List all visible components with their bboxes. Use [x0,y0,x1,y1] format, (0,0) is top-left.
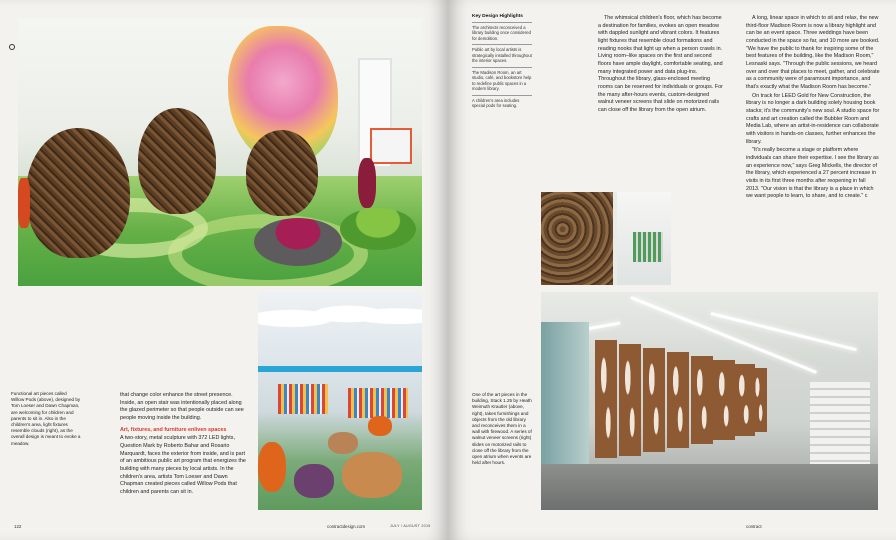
wood-chair [342,452,402,498]
sidebar-item: The architects reconceived a library building once considered for demolition. [472,22,532,44]
sidebar-item: The Madison Room, an art studio, café, and bookstore help to redefine public spaces in a modern library. [472,67,532,95]
body-paragraph: A two-story, metal sculpture with 372 LED lights, Question Mark by Roberto Bahar and Rosario Marquardt, faces the exterior from inside, and is part of an ambitious public art program that energizes the building with many pieces by local artists. In the children's area, artists Tom Loeser and Dawn Chapman created pieces called Willow Pods that children and parents can sit in. [120,435,246,496]
walnut-screens-photo [541,292,878,510]
issue-footer: JULY / AUGUST 2015 [390,524,431,528]
left-body-column [120,392,250,498]
left-photo-caption: Functional art pieces called Willow Pods (above), designed by Tom Loeser and Dawn Chapman, are welcoming for children and parents to sit in. Also in the children's area, light fixtures resemble clouds (right), as the overall design is meant to evoke a meadow. [11,391,81,446]
orange-chair [258,442,286,492]
green-stool [340,208,416,250]
walnut-screen [643,348,665,452]
footer-brand: contract [746,524,762,529]
right-photo-caption: One of the art pieces in the building, Stack 1.25 by Heath Weimuth Krautler (above, right), takes furnishings and objects from the old library and reconceives them in a wall with firewood. A series of walnut veneer screens (right) slides on motorized rails to close off the library from the open atrium when events are held after hours. [472,392,532,466]
open-stair [810,382,870,472]
book-stacks [633,232,663,262]
cloud-light-fixtures [258,292,422,336]
walnut-screen [667,352,689,448]
site-footer: contractdesign.com [327,524,366,529]
sidebar-item: Public art by local artists is strategically installed throughout the interior spaces. [472,44,532,66]
childrens-area-photo [258,292,422,510]
purple-chair [294,464,334,498]
section-heading: Art, fixtures, and furniture enliven spaces [120,426,227,433]
walnut-screen [595,340,617,458]
walnut-screen [691,356,713,444]
willow-pod [138,108,216,214]
right-body-column-2 [746,15,880,202]
body-paragraph: that change color enhance the street presence. Inside, an open stair was intentionally placed along the glazed perimeter so that people outside can see people moving inside the building. [120,392,244,422]
body-paragraph: On track for LEED Gold for New Construction, the library is no longer a dark building solely housing book stacks; it's the community's new soul. A studio space for crafts and art creation called the Bubbler Room and Media Lab, where an artist-in-residence can collaborate with visitors in hands-on classes, further enhances the library. [746,92,880,145]
willow-pods-photo [18,18,422,286]
page-marker-icon [9,44,15,50]
sidebar-item: A children's area includes special pods for seating. [472,95,532,112]
page-number: 122 [14,524,22,529]
body-paragraph: The whimsical children's floor, which has become a destination for families, evokes an open meadow with dappled sunlight and vibrant colors. It features light fixtures that resemble cloud formations and reading nooks that light up when a person crawls in. Living room–like spaces on the first and second floors have ample daylight, comfortable seating, and many integrated power and data plug-ins. Throughout the library, glass-enclosed meeting rooms can be reserved for individuals or groups. For the many after-hours events, custom-designed walnut veneer screens that slide on motorized rails can close off the library from the open atrium. [598,15,723,114]
right-page [448,0,896,540]
blue-band [258,366,422,372]
right-body-column-1 [598,15,724,116]
magenta-stool [358,158,376,208]
sidebar-title: Key Design Highlights [472,14,523,19]
walnut-screen [619,344,641,456]
orange-chair [368,416,392,436]
glass-wall [541,322,589,472]
book-stacks [348,388,408,418]
willow-pod [26,128,130,258]
book-stacks [278,384,328,414]
stack-artwork-photo [541,192,671,285]
purple-stool [254,218,342,266]
willow-pod [246,130,318,216]
key-design-highlights [472,14,532,111]
orange-shelf [370,128,412,164]
firewood-wall [541,192,613,285]
floor [541,464,878,510]
wood-chair [328,432,358,454]
orange-chair [18,178,30,228]
walnut-screen [751,368,767,432]
body-paragraph: A long, linear space in which to sit and relax, the new third-floor Madison Room is now a library highlight and can be an event space. Three weddings have been conducted in the space so far, and 10 more are booked. "We have the public to thank for inspiring some of the best features of the building, like the Madison Room," Lesnaski says. "Through the public sessions, we heard over and over that places to meet, gather, and celebrate as a community were of paramount importance, and that's exactly what the Madison Room has become." [746,15,880,91]
body-paragraph: "It's really become a stage or platform where individuals can share their expertise. I see the library as an experience now," says Greg Mickells, the director of the library, which experienced a 27 percent increase in visits in its first three months after reopening in fall 2013. "Our vision is that the library is a place in which we want people to learn, to share, and to create." c [746,147,879,200]
walnut-screen [713,360,735,440]
